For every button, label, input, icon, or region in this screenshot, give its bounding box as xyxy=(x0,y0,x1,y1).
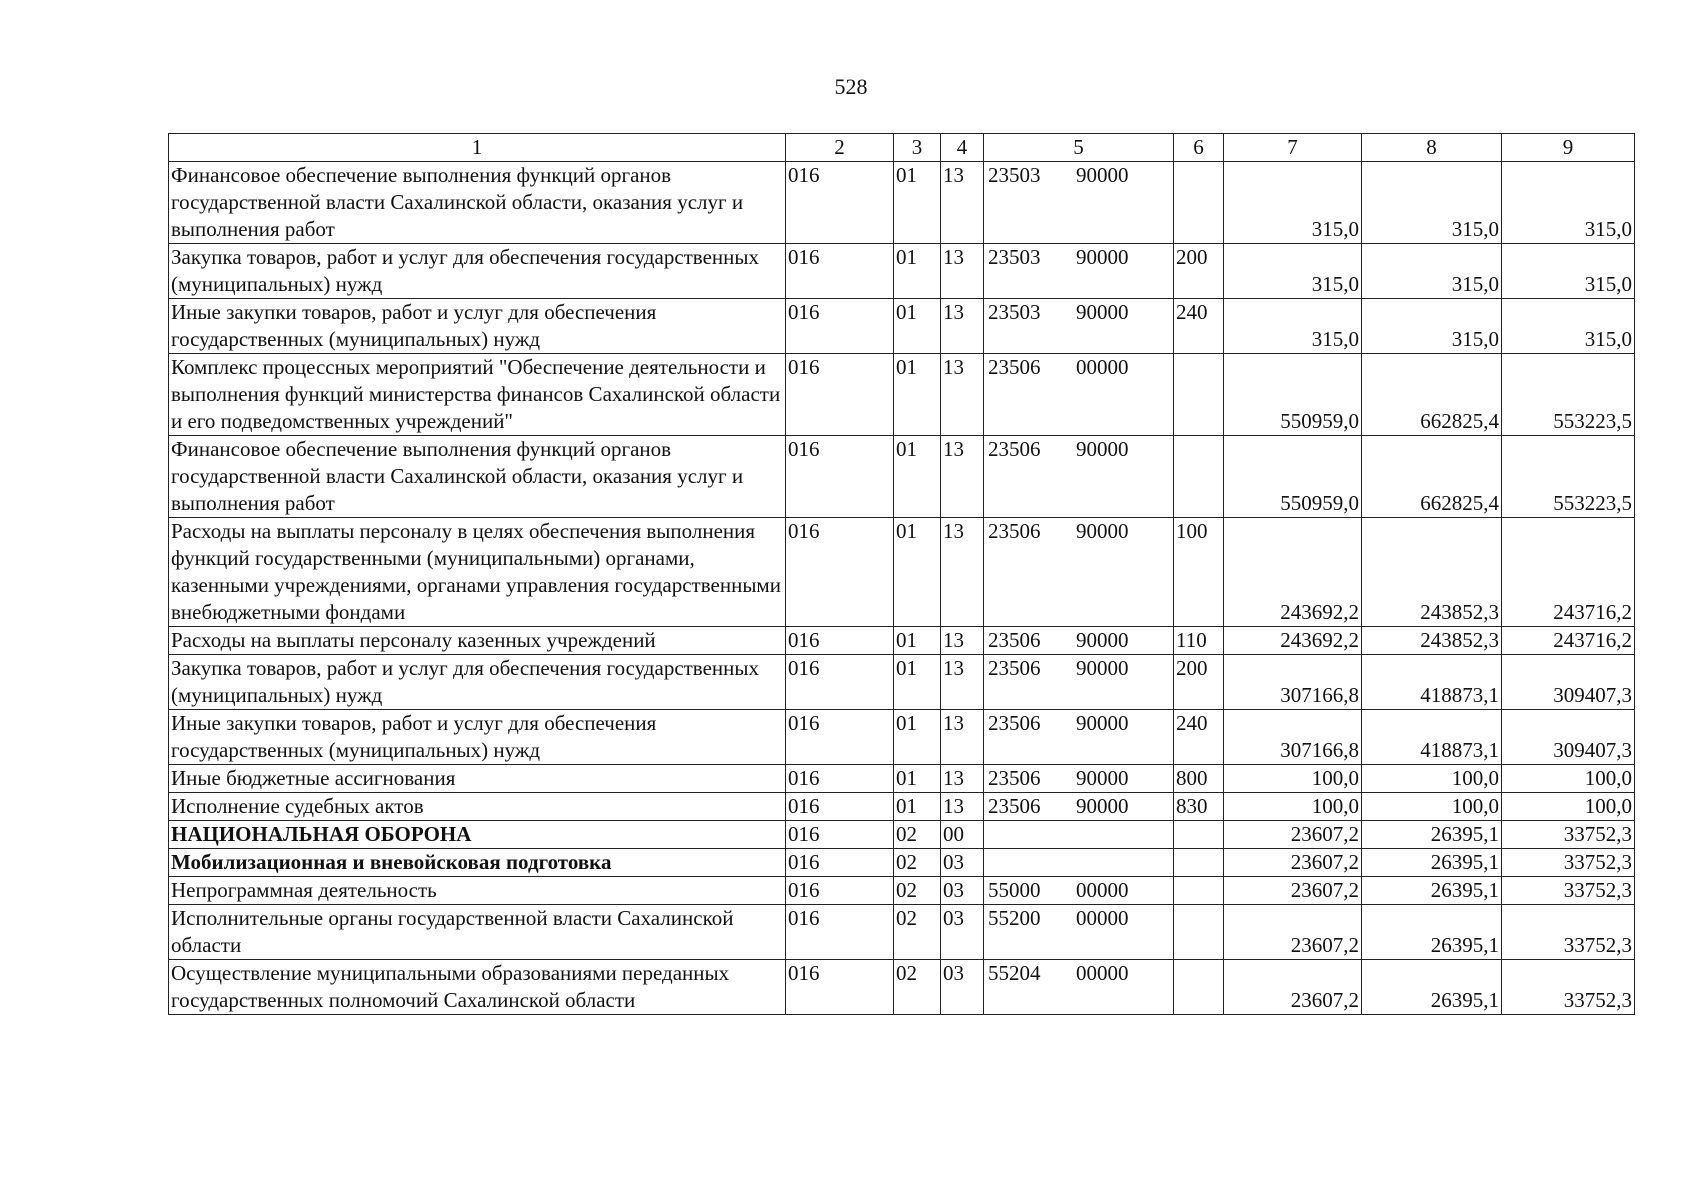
table-row xyxy=(169,244,1635,299)
row-name: Комплекс процессных мероприятий "Обеспечение деятельности и выполнения функций министерства финансов Сахалинской области и его подведомственных учреждений" xyxy=(169,354,786,436)
header-cell: 9 xyxy=(1502,134,1635,162)
admin-code: 016 xyxy=(786,849,894,877)
amount-col7: 23607,2 xyxy=(1224,905,1362,960)
admin-code: 016 xyxy=(786,821,894,849)
target-article-part1: 55000 xyxy=(988,878,1041,902)
amount-col9: 243716,2 xyxy=(1502,518,1635,627)
section-code: 01 xyxy=(894,627,941,655)
expense-type-code: 110 xyxy=(1174,627,1224,655)
expense-type-code: 100 xyxy=(1174,518,1224,627)
section-code: 01 xyxy=(894,793,941,821)
amount-col7: 315,0 xyxy=(1224,244,1362,299)
expense-type-code: 240 xyxy=(1174,299,1224,354)
target-article-code xyxy=(984,793,1174,821)
section-code: 01 xyxy=(894,162,941,244)
row-name: Закупка товаров, работ и услуг для обеспечения государственных (муниципальных) нужд xyxy=(169,655,786,710)
row-name: Мобилизационная и вневойсковая подготовка xyxy=(169,849,786,877)
amount-col8: 418873,1 xyxy=(1362,710,1502,765)
target-article-part2: 90000 xyxy=(1076,711,1129,735)
target-article-part2: 90000 xyxy=(1076,437,1129,461)
section-code: 01 xyxy=(894,518,941,627)
row-name: Осуществление муниципальными образованиями переданных государственных полномочий Сахалинской области xyxy=(169,960,786,1015)
expense-type-code: 200 xyxy=(1174,244,1224,299)
amount-col9: 33752,3 xyxy=(1502,877,1635,905)
target-article-code xyxy=(984,877,1174,905)
target-article-part2: 90000 xyxy=(1076,300,1129,324)
subsection-code: 03 xyxy=(941,960,984,1015)
section-code: 01 xyxy=(894,655,941,710)
subsection-code: 13 xyxy=(941,518,984,627)
amount-col7: 243692,2 xyxy=(1224,627,1362,655)
header-cell: 5 xyxy=(984,134,1174,162)
header-cell: 8 xyxy=(1362,134,1502,162)
table-row xyxy=(169,960,1635,1015)
target-article-code xyxy=(984,905,1174,960)
subsection-code: 13 xyxy=(941,627,984,655)
amount-col7: 23607,2 xyxy=(1224,877,1362,905)
subsection-code: 13 xyxy=(941,710,984,765)
subsection-code: 13 xyxy=(941,299,984,354)
subsection-code: 13 xyxy=(941,244,984,299)
admin-code: 016 xyxy=(786,162,894,244)
amount-col7: 550959,0 xyxy=(1224,436,1362,518)
header-cell: 7 xyxy=(1224,134,1362,162)
amount-col7: 307166,8 xyxy=(1224,710,1362,765)
admin-code: 016 xyxy=(786,765,894,793)
row-name: НАЦИОНАЛЬНАЯ ОБОРОНА xyxy=(169,821,786,849)
table-row xyxy=(169,518,1635,627)
row-name: Иные закупки товаров, работ и услуг для обеспечения государственных (муниципальных) нужд xyxy=(169,710,786,765)
subsection-code: 13 xyxy=(941,765,984,793)
admin-code: 016 xyxy=(786,793,894,821)
expense-type-code xyxy=(1174,162,1224,244)
target-article-part1: 23506 xyxy=(988,656,1041,680)
table-row xyxy=(169,436,1635,518)
table-row xyxy=(169,162,1635,244)
amount-col9: 309407,3 xyxy=(1502,710,1635,765)
amount-col9: 33752,3 xyxy=(1502,849,1635,877)
target-article-part2: 90000 xyxy=(1076,766,1129,790)
row-name: Расходы на выплаты персоналу казенных учреждений xyxy=(169,627,786,655)
row-name: Иные бюджетные ассигнования xyxy=(169,765,786,793)
target-article-part1: 23506 xyxy=(988,437,1041,461)
section-code: 01 xyxy=(894,354,941,436)
target-article-part1: 23503 xyxy=(988,300,1041,324)
target-article-code xyxy=(984,299,1174,354)
amount-col9: 33752,3 xyxy=(1502,960,1635,1015)
page-number: 528 xyxy=(834,74,868,99)
target-article-part1: 23503 xyxy=(988,245,1041,269)
amount-col9: 243716,2 xyxy=(1502,627,1635,655)
row-name: Исполнительные органы государственной власти Сахалинской области xyxy=(169,905,786,960)
amount-col9: 100,0 xyxy=(1502,765,1635,793)
amount-col7: 307166,8 xyxy=(1224,655,1362,710)
amount-col8: 662825,4 xyxy=(1362,436,1502,518)
target-article-part2: 90000 xyxy=(1076,656,1129,680)
admin-code: 016 xyxy=(786,244,894,299)
row-name: Непрограммная деятельность xyxy=(169,877,786,905)
target-article-part2: 90000 xyxy=(1076,794,1129,818)
amount-col8: 26395,1 xyxy=(1362,849,1502,877)
target-article-code xyxy=(984,960,1174,1015)
budget-table xyxy=(168,133,1635,1015)
subsection-code: 13 xyxy=(941,354,984,436)
expense-type-code: 800 xyxy=(1174,765,1224,793)
target-article-part1: 23506 xyxy=(988,766,1041,790)
expense-type-code xyxy=(1174,877,1224,905)
amount-col7: 23607,2 xyxy=(1224,960,1362,1015)
subsection-code: 13 xyxy=(941,793,984,821)
admin-code: 016 xyxy=(786,960,894,1015)
amount-col9: 309407,3 xyxy=(1502,655,1635,710)
amount-col8: 315,0 xyxy=(1362,299,1502,354)
amount-col8: 26395,1 xyxy=(1362,905,1502,960)
target-article-code xyxy=(984,518,1174,627)
table-row xyxy=(169,821,1635,849)
target-article-code xyxy=(984,710,1174,765)
target-article-part2: 90000 xyxy=(1076,163,1129,187)
target-article-part1: 55204 xyxy=(988,961,1041,985)
target-article-code xyxy=(984,354,1174,436)
amount-col8: 26395,1 xyxy=(1362,877,1502,905)
target-article-code xyxy=(984,765,1174,793)
amount-col9: 315,0 xyxy=(1502,299,1635,354)
target-article-code xyxy=(984,655,1174,710)
target-article-part2: 00000 xyxy=(1076,355,1129,379)
expense-type-code xyxy=(1174,436,1224,518)
expense-type-code: 240 xyxy=(1174,710,1224,765)
amount-col8: 26395,1 xyxy=(1362,960,1502,1015)
section-code: 02 xyxy=(894,960,941,1015)
target-article-part2: 90000 xyxy=(1076,628,1129,652)
subsection-code: 13 xyxy=(941,436,984,518)
section-code: 01 xyxy=(894,765,941,793)
target-article-code xyxy=(984,244,1174,299)
amount-col8: 315,0 xyxy=(1362,244,1502,299)
amount-col7: 315,0 xyxy=(1224,299,1362,354)
amount-col8: 243852,3 xyxy=(1362,627,1502,655)
table-row xyxy=(169,354,1635,436)
section-code: 01 xyxy=(894,244,941,299)
target-article-code xyxy=(984,162,1174,244)
target-article-part2: 00000 xyxy=(1076,878,1129,902)
target-article-code xyxy=(984,821,1174,849)
amount-col7: 23607,2 xyxy=(1224,849,1362,877)
expense-type-code xyxy=(1174,821,1224,849)
subsection-code: 03 xyxy=(941,849,984,877)
expense-type-code: 200 xyxy=(1174,655,1224,710)
section-code: 01 xyxy=(894,436,941,518)
amount-col8: 243852,3 xyxy=(1362,518,1502,627)
header-cell: 6 xyxy=(1174,134,1224,162)
admin-code: 016 xyxy=(786,518,894,627)
admin-code: 016 xyxy=(786,710,894,765)
target-article-part1: 23506 xyxy=(988,628,1041,652)
section-code: 01 xyxy=(894,710,941,765)
amount-col9: 33752,3 xyxy=(1502,905,1635,960)
amount-col9: 33752,3 xyxy=(1502,821,1635,849)
table-row xyxy=(169,765,1635,793)
amount-col8: 418873,1 xyxy=(1362,655,1502,710)
subsection-code: 00 xyxy=(941,821,984,849)
admin-code: 016 xyxy=(786,627,894,655)
admin-code: 016 xyxy=(786,905,894,960)
expense-type-code xyxy=(1174,960,1224,1015)
row-name: Расходы на выплаты персоналу в целях обеспечения выполнения функций государственными (муниципальными) органами, казенными учреждениями, органами управления государственными внебюджетными фондами xyxy=(169,518,786,627)
admin-code: 016 xyxy=(786,299,894,354)
header-cell: 4 xyxy=(941,134,984,162)
section-code: 02 xyxy=(894,905,941,960)
target-article-part2: 00000 xyxy=(1076,961,1129,985)
section-code: 02 xyxy=(894,821,941,849)
amount-col9: 100,0 xyxy=(1502,793,1635,821)
row-name: Иные закупки товаров, работ и услуг для обеспечения государственных (муниципальных) нужд xyxy=(169,299,786,354)
amount-col8: 26395,1 xyxy=(1362,821,1502,849)
amount-col7: 100,0 xyxy=(1224,765,1362,793)
table-row xyxy=(169,710,1635,765)
amount-col8: 100,0 xyxy=(1362,793,1502,821)
target-article-code xyxy=(984,627,1174,655)
target-article-part1: 23503 xyxy=(988,163,1041,187)
row-name: Исполнение судебных актов xyxy=(169,793,786,821)
subsection-code: 03 xyxy=(941,877,984,905)
amount-col8: 662825,4 xyxy=(1362,354,1502,436)
header-row xyxy=(169,134,1635,162)
section-code: 02 xyxy=(894,849,941,877)
target-article-part1: 23506 xyxy=(988,711,1041,735)
target-article-part1: 23506 xyxy=(988,355,1041,379)
target-article-part2: 90000 xyxy=(1076,519,1129,543)
admin-code: 016 xyxy=(786,655,894,710)
table-row xyxy=(169,877,1635,905)
admin-code: 016 xyxy=(786,436,894,518)
amount-col7: 550959,0 xyxy=(1224,354,1362,436)
amount-col7: 23607,2 xyxy=(1224,821,1362,849)
table-row xyxy=(169,655,1635,710)
target-article-part1: 23506 xyxy=(988,794,1041,818)
expense-type-code: 830 xyxy=(1174,793,1224,821)
table-row xyxy=(169,793,1635,821)
table-row xyxy=(169,627,1635,655)
target-article-part1: 55200 xyxy=(988,906,1041,930)
row-name: Финансовое обеспечение выполнения функций органов государственной власти Сахалинской области, оказания услуг и выполнения работ xyxy=(169,436,786,518)
admin-code: 016 xyxy=(786,354,894,436)
header-cell: 2 xyxy=(786,134,894,162)
amount-col7: 243692,2 xyxy=(1224,518,1362,627)
amount-col9: 315,0 xyxy=(1502,244,1635,299)
target-article-part1: 23506 xyxy=(988,519,1041,543)
target-article-part2: 00000 xyxy=(1076,906,1129,930)
section-code: 01 xyxy=(894,299,941,354)
amount-col7: 315,0 xyxy=(1224,162,1362,244)
amount-col9: 553223,5 xyxy=(1502,354,1635,436)
table-row xyxy=(169,905,1635,960)
amount-col8: 315,0 xyxy=(1362,162,1502,244)
table-row xyxy=(169,849,1635,877)
target-article-part2: 90000 xyxy=(1076,245,1129,269)
header-cell: 3 xyxy=(894,134,941,162)
subsection-code: 13 xyxy=(941,655,984,710)
row-name: Закупка товаров, работ и услуг для обеспечения государственных (муниципальных) нужд xyxy=(169,244,786,299)
admin-code: 016 xyxy=(786,877,894,905)
amount-col8: 100,0 xyxy=(1362,765,1502,793)
section-code: 02 xyxy=(894,877,941,905)
amount-col9: 315,0 xyxy=(1502,162,1635,244)
expense-type-code xyxy=(1174,354,1224,436)
amount-col9: 553223,5 xyxy=(1502,436,1635,518)
table-row xyxy=(169,299,1635,354)
amount-col7: 100,0 xyxy=(1224,793,1362,821)
subsection-code: 13 xyxy=(941,162,984,244)
expense-type-code xyxy=(1174,905,1224,960)
subsection-code: 03 xyxy=(941,905,984,960)
target-article-code xyxy=(984,436,1174,518)
header-cell: 1 xyxy=(169,134,786,162)
expense-type-code xyxy=(1174,849,1224,877)
target-article-code xyxy=(984,849,1174,877)
row-name: Финансовое обеспечение выполнения функций органов государственной власти Сахалинской области, оказания услуг и выполнения работ xyxy=(169,162,786,244)
